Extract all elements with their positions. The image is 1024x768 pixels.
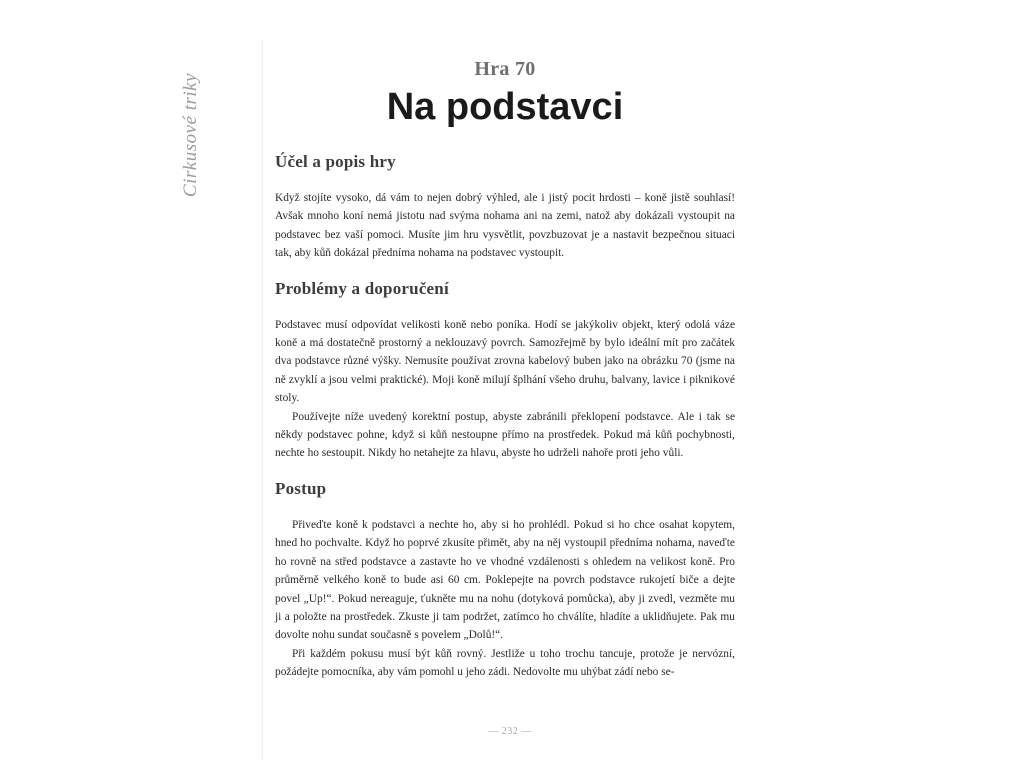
game-title: Na podstavci — [386, 86, 624, 128]
page-header — [280, 56, 730, 130]
margin-rule — [262, 40, 263, 760]
paragraph-problems-1: Podstavec musí odpovídat velikosti koně nebo poníka. Hodí se jakýkoliv objekt, který odolá váze koně a má dostatečně prostorný a neklouzavý povrch. Samozřejmě by bylo ideální mít pro začátek dva podstavce různé výšky. Nemusíte používat zrovna kabelový buben jako na obrázku 70 (jsme na ně zvyklí a jsou velmi praktické). Moji koně milují šplhání všeho druhu, balvany, lavice i piknikové stoly. — [275, 318, 735, 405]
section-heading-procedure: Postup — [275, 478, 327, 498]
section-heading-problems: Problémy a doporučení — [275, 278, 449, 298]
paragraph-problems-2: Používejte níže uvedený korektní postup, abyste zabránili překlopení podstavce. Ale i tak se někdy podstavec pohne, když si kůň nestoupne přímo na prostředek. Pokud má kůň pochybnosti, nechte ho sestoupit. Nikdy ho netahejte za hlavu, abyste ho udrželi nahoře proti jeho vůli. — [275, 410, 735, 460]
section-heading-purpose: Účel a popis hry — [275, 152, 396, 171]
game-number: Hra 70 — [474, 58, 536, 80]
chapter-side-title: Cirkusové triky — [180, 72, 201, 198]
page-content — [275, 150, 735, 682]
page-number: — 232 — — [488, 726, 532, 737]
paragraph-procedure-2: Při každém pokusu musí být kůň rovný. Jestliže u toho trochu tancuje, protože je nervózní, požádejte pomocníka, aby vám pomohl u jeho zádi. Nedovolte mu uhýbat zádí nebo se- — [275, 647, 735, 679]
paragraph-purpose: Když stojíte vysoko, dá vám to nejen dobrý výhled, ale i jistý pocit hrdosti – koně jistě souhlasí! Avšak mnoho koní nemá jistotu nad svýma nohama ani na zemi, natož aby dokázali vystoupit na podstavec bez vaší pomoci. Musíte jim hru vysvětlit, povzbuzovat je a nastavit bezpečnou situaci tak, aby kůň dokázal předníma nohama na podstavec vystoupit. — [275, 192, 735, 260]
paragraph-procedure-1: Přiveďte koně k podstavci a nechte ho, aby si ho prohlédl. Pokud si ho chce osahat kopytem, hned ho pochvalte. Když ho poprvé zkusíte přimět, aby na něj vystoupil předníma nohama, naveďte ho rovně na střed podstavce a zastavte ho ve vhodné vzdálenosti s ohledem na velikost koně. Pro průměrně velkého koně to bude asi 60 cm. Poklepejte na povrch podstavce rukojetí biče a dejte povel „Up!“. Pokud nereaguje, ťukněte mu na nohu (dotyková pomůcka), aby ji zvedl, vezměte mu ji a položte na prostředek. Zkuste ji tam podržet, zatímco ho chválíte, hladíte a uklidňujete. Pak mu dovolte nohu sundat současně s povelem „Dolů!“. — [275, 518, 735, 642]
